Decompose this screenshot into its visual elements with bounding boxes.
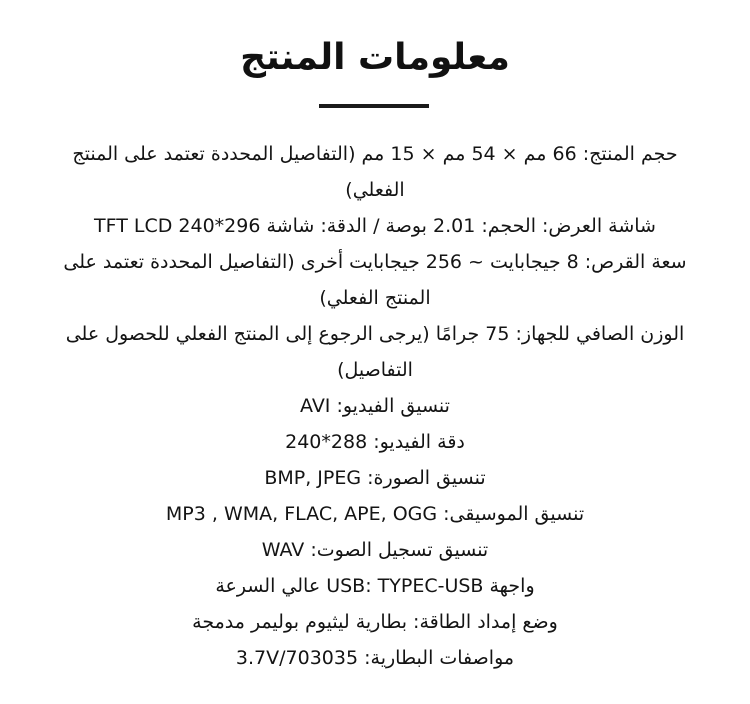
title-divider: [319, 104, 429, 108]
spec-text: تنسيق تسجيل الصوت: WAV: [261, 539, 489, 561]
spec-list: [40, 136, 710, 676]
spec-item-weight: [40, 316, 710, 388]
spec-text: سعة القرص: 8 جيجابايت ~ 256 جيجابايت أخرى (التفاصيل المحددة تعتمد على المنتج الفعلي): [63, 251, 687, 309]
spec-text: وضع إمداد الطاقة: بطارية ليثيوم بوليمر مدمجة: [192, 611, 558, 633]
spec-item-video-format: [40, 388, 710, 424]
spec-item-storage: [40, 244, 710, 316]
spec-item-usb: [40, 568, 710, 604]
spec-item-battery: [40, 640, 710, 676]
spec-item-recording-format: [40, 532, 710, 568]
spec-text: دقة الفيديو: 288*240: [285, 431, 465, 453]
page-title: معلومات المنتج: [240, 37, 510, 78]
spec-item-size: [40, 136, 710, 208]
spec-item-image-format: [40, 460, 710, 496]
spec-item-display: [40, 208, 710, 244]
spec-text: حجم المنتج: 66 مم × 54 مم × 15 مم (التفاصيل المحددة تعتمد على المنتج الفعلي): [72, 143, 678, 201]
spec-text: شاشة العرض: الحجم: 2.01 بوصة / الدقة: شاشة 296*240 TFT LCD: [94, 215, 656, 237]
spec-text: تنسيق الفيديو: AVI: [300, 395, 450, 417]
spec-text: تنسيق الصورة: BMP, JPEG: [264, 467, 486, 489]
spec-text: الوزن الصافي للجهاز: 75 جرامًا (يرجى الرجوع إلى المنتج الفعلي للحصول على التفاصيل): [65, 323, 685, 381]
spec-item-music-format: [40, 496, 710, 532]
spec-item-video-resolution: [40, 424, 710, 460]
spec-text: واجهة USB: TYPEC-USB عالي السرعة: [215, 575, 535, 597]
spec-text: مواصفات البطارية: 3.7V/703035: [235, 647, 515, 669]
spec-item-power: [40, 604, 710, 640]
spec-text: تنسيق الموسيقى: MP3 , WMA, FLAC, APE, OGG: [165, 503, 585, 525]
